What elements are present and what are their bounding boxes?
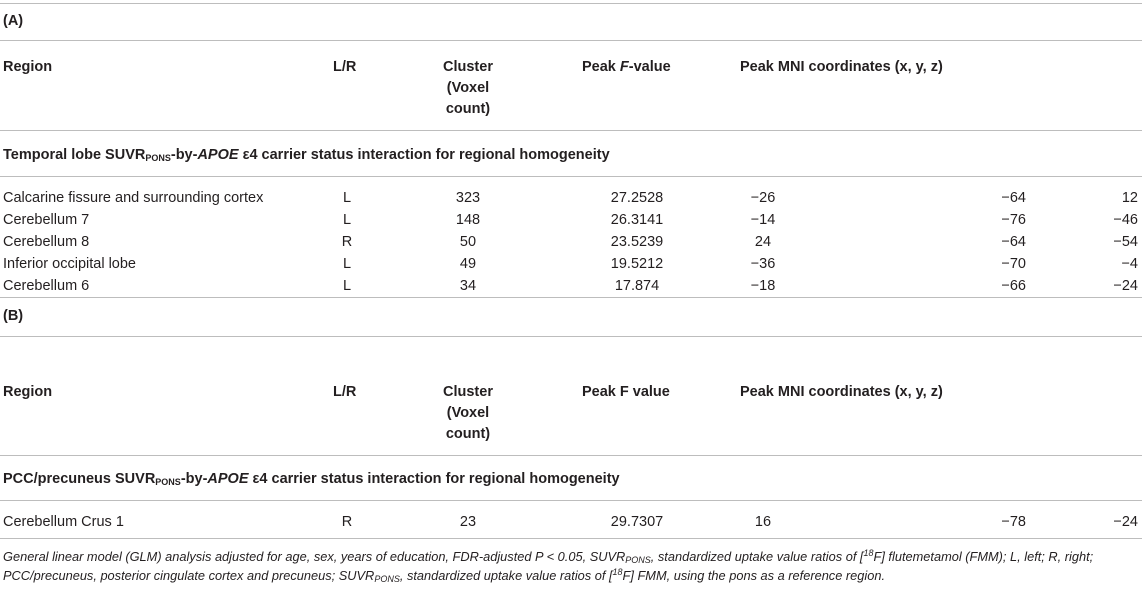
cell-y: −76 [1001,212,1026,228]
cell-x: −18 [750,278,776,294]
cell-peak: 17.874 [614,278,660,294]
cell-cluster: 323 [455,190,481,206]
section-b-subtitle-rule [0,500,1142,501]
cell-x: −36 [750,256,776,272]
cell-region: Cerebellum 6 [3,278,90,294]
cell-z: −4 [1121,256,1138,272]
cell-x: 16 [754,514,772,530]
cell-region: Cerebellum 8 [3,234,90,250]
cell-z: −54 [1113,234,1138,250]
cell-lr: R [341,234,353,250]
cell-lr: L [342,190,352,206]
cell-lr: R [341,514,353,530]
cell-z: 12 [1121,190,1138,206]
cell-y: −64 [1001,234,1026,250]
section-a-subtitle: Temporal lobe $SUVR_{PONS}-by$-APOE ε4 carrier status interaction for regional homogeneity [3,147,610,163]
table-footnote: General linear model (GLM) analysis adjusted for age, sex, years of education, FDR-adjusted P < 0.05, $SUVR_{PONS}$, standardized uptake value ratios of [$^{18}$F] flutemetamol (FMM); L, left; R, right; PCC/precuneus, posterior cingulate cortex and precuneus; $SUVR_{PONS}$, standardized uptake value ratios of [$^{18}$F] FMM, using the pons as a reference region. [3,548,1094,584]
cell-y: −70 [1001,256,1026,272]
header-region: Region [3,59,53,75]
section-a-label-rule [0,40,1142,41]
cell-x: −14 [750,212,776,228]
cell-region: Calcarine fissure and surrounding cortex [3,190,264,206]
cell-y: −64 [1001,190,1026,206]
header-lr: L/R [333,59,357,75]
header-peak-f: Peak F value [582,384,670,400]
header-mni: Peak MNI coordinates (x, y, z) [740,59,943,75]
section-b-label: (B) [3,308,24,324]
cell-lr: L [342,278,352,294]
cell-peak: 26.3141 [610,212,664,228]
header-region: Region [3,384,53,400]
cell-z: −46 [1113,212,1138,228]
cell-cluster: 49 [459,256,477,272]
cell-cluster: 148 [455,212,481,228]
cell-x: −26 [750,190,776,206]
cell-z: −24 [1113,514,1138,530]
section-b-header-rule [0,455,1142,456]
header-cluster-line3: count) [445,426,491,442]
header-mni: Peak MNI coordinates (x, y, z) [740,384,943,400]
section-b-subtitle: PCC/precuneus $SUVR_{PONS}-by$-APOE ε4 carrier status interaction for regional homogeneity [3,471,620,487]
section-a-header-rule [0,130,1142,131]
cell-region: Cerebellum 7 [3,212,90,228]
section-b-label-rule [0,336,1142,337]
section-a-label: (A) [3,13,24,29]
cell-cluster: 50 [459,234,477,250]
section-a-bottom-rule [0,297,1142,298]
header-peak-f: Peak F-value [582,59,671,75]
cell-peak: 29.7307 [610,514,664,530]
cell-peak: 19.5212 [610,256,664,272]
header-cluster-line2: (Voxel [446,80,490,96]
table-bottom-rule [0,538,1142,539]
cell-peak: 23.5239 [610,234,664,250]
cell-y: −66 [1001,278,1026,294]
cell-cluster: 23 [459,514,477,530]
table-top-rule [0,3,1142,4]
header-lr: L/R [333,384,357,400]
cell-region: Inferior occipital lobe [3,256,136,272]
cell-cluster: 34 [459,278,477,294]
cell-lr: L [342,212,352,228]
header-cluster-line1: Cluster [443,59,493,75]
section-a-subtitle-rule [0,176,1142,177]
cell-lr: L [342,256,352,272]
cell-z: −24 [1113,278,1138,294]
cell-peak: 27.2528 [610,190,664,206]
header-cluster-line2: (Voxel [446,405,490,421]
cell-x: 24 [754,234,772,250]
header-cluster-line3: count) [445,101,491,117]
header-cluster-line1: Cluster [443,384,493,400]
cell-region: Cerebellum Crus 1 [3,514,124,530]
cell-y: −78 [1001,514,1026,530]
